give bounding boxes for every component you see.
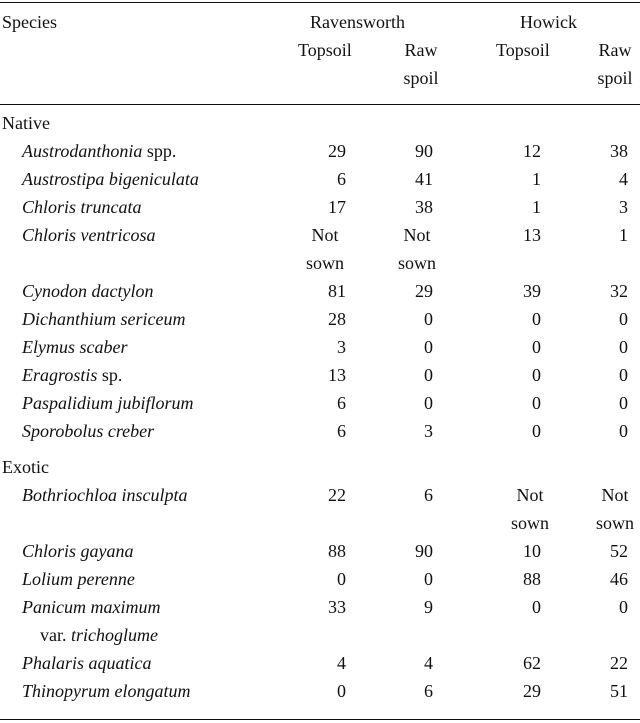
cell-value: 88 xyxy=(328,541,346,561)
cell-value: 22 xyxy=(328,485,346,505)
species-name xyxy=(22,365,122,385)
ravensworth-topsoil-header: Topsoil xyxy=(298,40,352,60)
species-name xyxy=(22,337,127,357)
variety-prefix: var. xyxy=(40,625,71,645)
species-italic: Dichanthium sericeum xyxy=(22,309,186,329)
cell-value: 4 xyxy=(619,169,628,189)
cell-value: 22 xyxy=(610,653,628,673)
cell-value: 0 xyxy=(424,309,433,329)
species-italic: Austrodanthonia xyxy=(22,141,143,161)
cell-value: 46 xyxy=(610,569,628,589)
cell-value: 0 xyxy=(532,393,541,413)
cell-not-sown: sown xyxy=(305,253,344,273)
species-italic: Chloris gayana xyxy=(22,541,134,561)
header-rule xyxy=(0,104,640,105)
cell-value: 6 xyxy=(424,681,433,701)
cell-value: 1 xyxy=(532,197,541,217)
cell-value: 0 xyxy=(424,337,433,357)
cell-value: 3 xyxy=(424,421,433,441)
cell-value: 1 xyxy=(619,225,628,245)
species-name xyxy=(22,681,191,701)
top-rule xyxy=(0,2,640,3)
cell-value: 62 xyxy=(523,653,541,673)
cell-value: 0 xyxy=(532,309,541,329)
cell-value: 88 xyxy=(523,569,541,589)
species-header: Species xyxy=(2,12,57,32)
cell-value: 13 xyxy=(328,365,346,385)
species-italic: Elymus scaber xyxy=(22,337,128,357)
species-name xyxy=(22,393,194,413)
cell-value: 6 xyxy=(337,421,346,441)
cell-value: 0 xyxy=(424,569,433,589)
cell-value: 29 xyxy=(328,141,346,161)
cell-value: 17 xyxy=(328,197,346,217)
species-name xyxy=(22,141,176,161)
species-name xyxy=(22,485,188,505)
cell-value: 0 xyxy=(619,365,628,385)
cell-value: 13 xyxy=(523,225,541,245)
species-italic: Phalaris aquatica xyxy=(22,653,152,673)
species-name xyxy=(22,169,199,189)
species-name xyxy=(22,597,160,617)
cell-value: 0 xyxy=(532,597,541,617)
howick-raw-header-1: Raw xyxy=(598,40,632,60)
species-italic: Thinopyrum elongatum xyxy=(22,681,191,701)
cell-value: 90 xyxy=(415,541,433,561)
cell-value: 6 xyxy=(337,169,346,189)
cell-value: 90 xyxy=(415,141,433,161)
ravensworth-raw-header-2: spoil xyxy=(403,68,439,88)
species-italic: Sporobolus creber xyxy=(22,421,155,441)
cell-value: 6 xyxy=(337,393,346,413)
species-italic: Lolium perenne xyxy=(22,569,135,589)
cell-value: 29 xyxy=(523,681,541,701)
cell-value: 29 xyxy=(415,281,433,301)
cell-value: 6 xyxy=(424,485,433,505)
cell-not-sown: Not xyxy=(403,225,431,245)
species-name xyxy=(22,309,185,329)
cell-value: 38 xyxy=(415,197,433,217)
species-italic: Cynodon dactylon xyxy=(22,281,154,301)
cell-value: 0 xyxy=(424,365,433,385)
section-label: Exotic xyxy=(2,457,49,477)
species-variety xyxy=(40,625,158,645)
cell-value: 0 xyxy=(619,337,628,357)
cell-value: 32 xyxy=(610,281,628,301)
cell-not-sown: Not xyxy=(516,485,544,505)
howick-raw-header-2: spoil xyxy=(597,68,633,88)
species-name xyxy=(22,197,142,217)
cell-value: 10 xyxy=(523,541,541,561)
cell-not-sown: sown xyxy=(510,513,549,533)
cell-value: 3 xyxy=(337,337,346,357)
variety-name: trichoglume xyxy=(71,625,158,645)
cell-not-sown: sown xyxy=(595,513,634,533)
species-italic: Chloris ventricosa xyxy=(22,225,156,245)
cell-value: 0 xyxy=(337,681,346,701)
cell-value: 41 xyxy=(415,169,433,189)
species-italic: Chloris truncata xyxy=(22,197,142,217)
species-name xyxy=(22,653,152,673)
cell-value: 0 xyxy=(619,597,628,617)
cell-value: 81 xyxy=(328,281,346,301)
cell-value: 0 xyxy=(532,337,541,357)
cell-value: 4 xyxy=(424,653,433,673)
cell-value: 0 xyxy=(532,421,541,441)
species-name xyxy=(22,225,156,245)
species-italic: Bothriochloa insculpta xyxy=(22,485,188,505)
cell-not-sown: Not xyxy=(601,485,629,505)
cell-value: 1 xyxy=(532,169,541,189)
species-italic: Paspalidium jubiflorum xyxy=(22,393,194,413)
cell-value: 52 xyxy=(610,541,628,561)
species-italic: Eragrostis xyxy=(22,365,98,385)
cell-value: 0 xyxy=(532,365,541,385)
cell-value: 3 xyxy=(619,197,628,217)
cell-value: 0 xyxy=(619,393,628,413)
cell-not-sown: Not xyxy=(311,225,339,245)
section-label: Native xyxy=(2,113,50,133)
cell-value: 12 xyxy=(523,141,541,161)
species-name xyxy=(22,421,154,441)
cell-not-sown: sown xyxy=(397,253,436,273)
cell-value: 0 xyxy=(619,309,628,329)
cell-value: 33 xyxy=(328,597,346,617)
species-italic: Panicum maximum xyxy=(22,597,161,617)
cell-value: 38 xyxy=(610,141,628,161)
species-name xyxy=(22,541,134,561)
cell-value: 9 xyxy=(424,597,433,617)
ravensworth-raw-header-1: Raw xyxy=(404,40,438,60)
site-ravensworth: Ravensworth xyxy=(310,12,405,32)
cell-value: 4 xyxy=(337,653,346,673)
species-suffix: sp. xyxy=(97,365,123,385)
cell-value: 0 xyxy=(337,569,346,589)
species-suffix: spp. xyxy=(142,141,177,161)
cell-value: 39 xyxy=(523,281,541,301)
cell-value: 0 xyxy=(619,421,628,441)
species-italic: Austrostipa bigeniculata xyxy=(22,169,199,189)
howick-topsoil-header: Topsoil xyxy=(496,40,550,60)
species-name xyxy=(22,281,153,301)
species-name xyxy=(22,569,135,589)
cell-value: 0 xyxy=(424,393,433,413)
bottom-rule xyxy=(0,719,640,720)
site-howick: Howick xyxy=(520,12,577,32)
cell-value: 51 xyxy=(610,681,628,701)
cell-value: 28 xyxy=(328,309,346,329)
